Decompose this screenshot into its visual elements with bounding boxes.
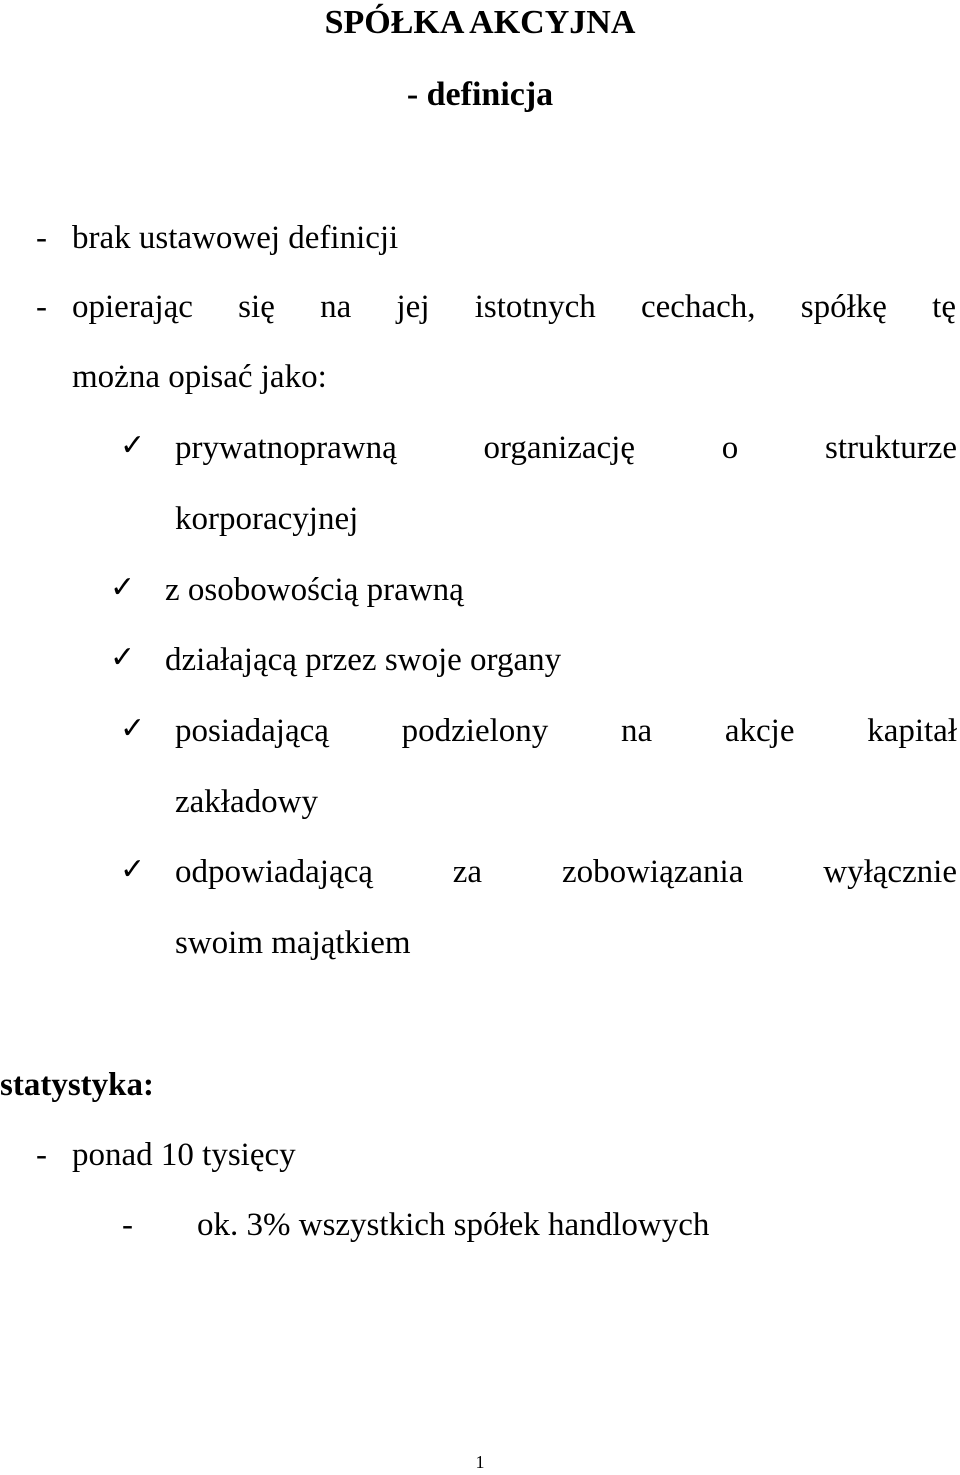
feature-item: działającą przez swoje organy	[165, 642, 562, 678]
list-dash: -	[36, 289, 47, 325]
list-dash: -	[122, 1207, 133, 1243]
feature-item-continuation: zakładowy	[175, 784, 318, 820]
checkmark-icon: ✓	[120, 428, 146, 463]
list-item: opierając się na jej istotnych cechach, spółkę tę	[72, 289, 956, 325]
list-item: brak ustawowej definicji	[72, 220, 399, 256]
checkmark-icon: ✓	[110, 640, 136, 675]
page-number: 1	[475, 1452, 485, 1472]
checkmark-icon: ✓	[120, 711, 146, 746]
feature-item: odpowiadającą za zobowiązania wyłącznie	[175, 854, 957, 890]
list-item-continuation: można opisać jako:	[72, 359, 327, 395]
list-dash: -	[36, 220, 47, 256]
stats-item: ponad 10 tysięcy	[72, 1137, 296, 1173]
feature-item: posiadającą podzielony na akcje kapitał	[175, 713, 957, 749]
feature-item: z osobowością prawną	[165, 572, 464, 608]
checkmark-icon: ✓	[110, 570, 136, 605]
document-subtitle: - definicja	[406, 76, 554, 113]
feature-item-continuation: swoim majątkiem	[175, 925, 411, 961]
stats-item: ok. 3% wszystkich spółek handlowych	[197, 1207, 710, 1243]
stats-heading: statystyka:	[0, 1067, 154, 1103]
checkmark-icon: ✓	[120, 852, 146, 887]
list-dash: -	[36, 1137, 47, 1173]
feature-item-continuation: korporacyjnej	[175, 501, 359, 537]
feature-item: prywatnoprawną organizację o strukturze	[175, 430, 957, 466]
document-title: SPÓŁKA AKCYJNA	[324, 4, 636, 41]
